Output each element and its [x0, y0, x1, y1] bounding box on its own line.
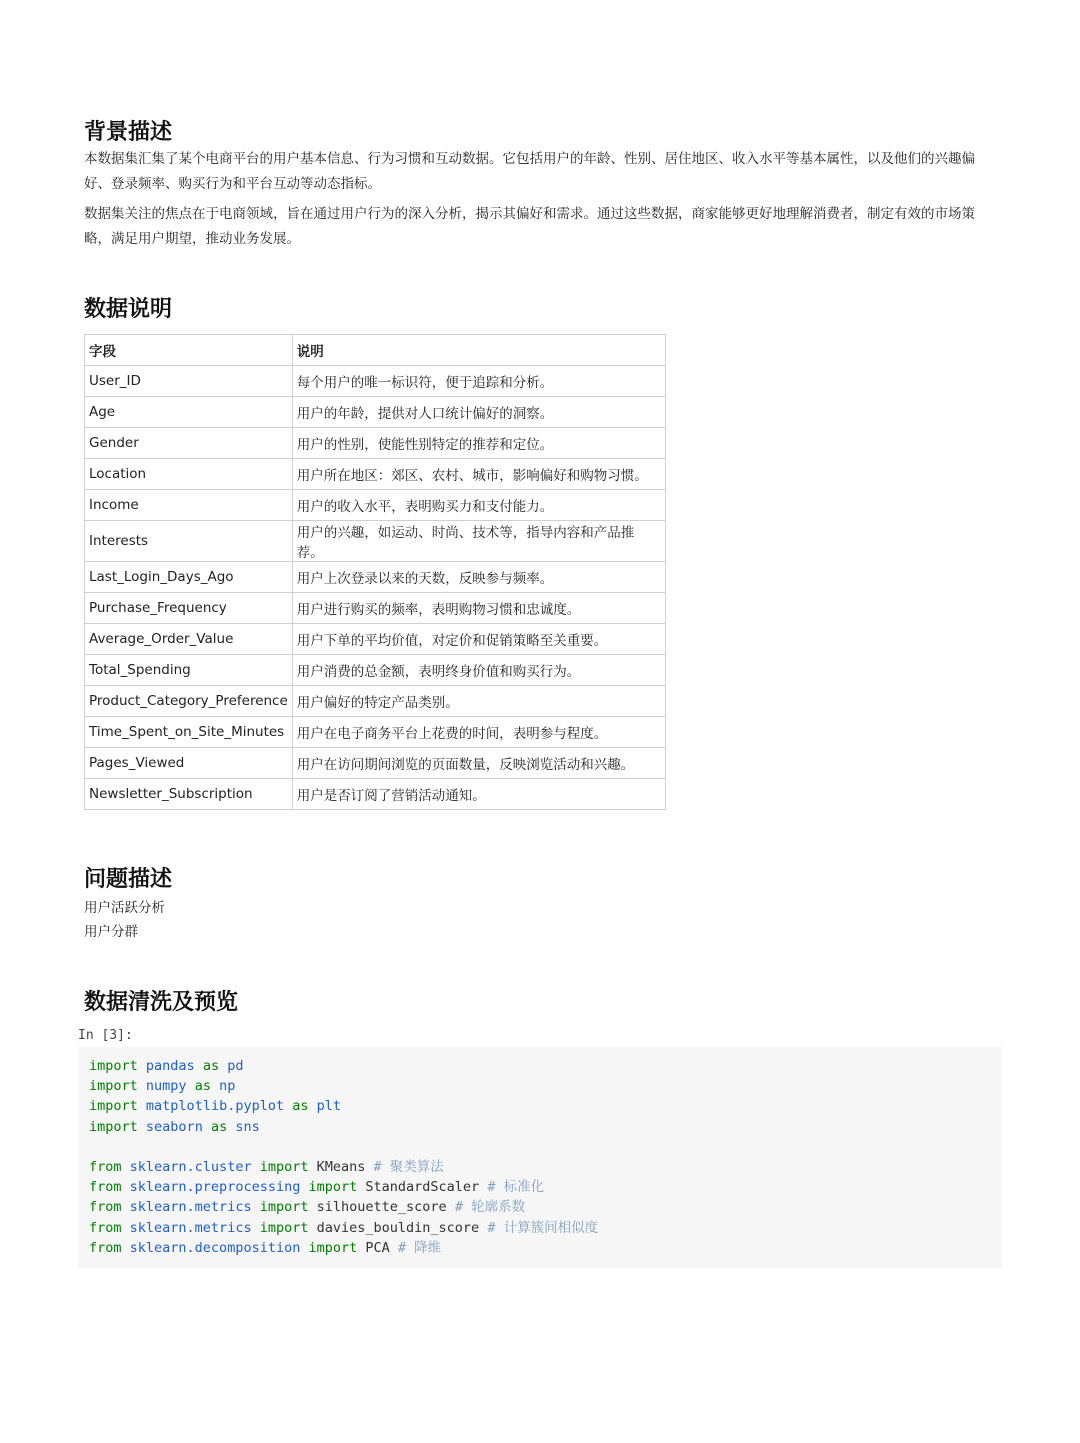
table-row — [85, 366, 666, 397]
code-keyword: import — [89, 1098, 138, 1115]
code-text: silhouette_score — [308, 1199, 455, 1216]
table-row — [85, 428, 666, 459]
field-description-cell: 用户在访问期间浏览的页面数量，反映浏览活动和兴趣。 — [292, 748, 665, 779]
field-description-cell: 用户进行购买的频率，表明购物习惯和忠诚度。 — [292, 593, 665, 624]
code-text — [211, 1078, 219, 1094]
code-text: KMeans — [308, 1158, 374, 1175]
code-line — [89, 1238, 1002, 1258]
field-name-cell: Age — [85, 397, 293, 428]
field-description-cell: 用户是否订阅了营销活动通知。 — [292, 779, 665, 810]
code-text — [252, 1199, 260, 1215]
list-item: 用户活跃分析 — [84, 900, 165, 916]
code-module: matplotlib.pyplot — [145, 1098, 285, 1115]
table-row — [85, 490, 666, 521]
code-text — [138, 1058, 146, 1074]
code-module: seaborn — [145, 1118, 203, 1135]
field-name-cell: Income — [85, 490, 293, 521]
code-text — [284, 1098, 292, 1114]
field-description-cell: 用户在电子商务平台上花费的时间，表明参与程度。 — [292, 717, 665, 748]
code-keyword: import — [89, 1058, 138, 1074]
code-keyword: from — [89, 1179, 122, 1196]
list-item: 用户分群 — [84, 924, 138, 940]
table-row — [85, 779, 666, 810]
table-row — [85, 624, 666, 655]
field-description-cell: 用户消费的总金额，表明终身价值和购买行为。 — [292, 655, 665, 686]
problem-title: 问题描述 — [84, 867, 173, 892]
code-keyword: import — [89, 1118, 138, 1135]
code-text — [122, 1179, 130, 1195]
code-cell[interactable] — [78, 1047, 1002, 1268]
table-row — [85, 397, 666, 428]
code-text — [309, 1098, 317, 1114]
code-keyword: as — [292, 1098, 309, 1115]
table-row — [85, 459, 666, 490]
code-comment: # 降维 — [397, 1239, 442, 1256]
field-description-cell: 用户的兴趣，如运动、时尚、技术等，指导内容和产品推荐。 — [292, 521, 665, 562]
code-text — [138, 1119, 146, 1135]
table-row — [85, 521, 666, 562]
field-name-cell: Purchase_Frequency — [85, 593, 293, 624]
cleaning-title: 数据清洗及预览 — [84, 990, 239, 1015]
code-module: sns — [235, 1118, 260, 1135]
field-name-cell: Total_Spending — [85, 655, 293, 686]
table-row — [85, 655, 666, 686]
field-name-cell: Product_Category_Preference — [85, 686, 293, 717]
code-keyword: import — [259, 1158, 309, 1175]
field-description-cell: 每个用户的唯一标识符，便于追踪和分析。 — [292, 366, 665, 397]
field-description-cell: 用户偏好的特定产品类别。 — [292, 686, 665, 717]
code-comment: # 标准化 — [487, 1179, 545, 1196]
code-module: sklearn.cluster — [129, 1158, 252, 1175]
table-row — [85, 717, 666, 748]
code-module: pandas — [145, 1058, 195, 1074]
field-name-cell: Last_Login_Days_Ago — [85, 562, 293, 593]
background-title: 背景描述 — [84, 120, 173, 145]
code-module: plt — [316, 1098, 342, 1115]
table-header-row — [85, 335, 666, 366]
code-text — [138, 1098, 146, 1114]
code-keyword: from — [89, 1199, 122, 1216]
field-name-cell: Location — [85, 459, 293, 490]
code-module: pd — [227, 1058, 244, 1074]
code-text — [252, 1159, 260, 1175]
code-text — [122, 1159, 130, 1175]
code-line — [89, 1096, 1002, 1116]
field-name-cell: Time_Spent_on_Site_Minutes — [85, 717, 293, 748]
data-desc-title: 数据说明 — [84, 297, 173, 322]
code-line — [89, 1076, 1002, 1096]
code-keyword: as — [194, 1078, 211, 1095]
code-line — [89, 1218, 1002, 1238]
code-line — [89, 1056, 1002, 1076]
problem-list — [84, 896, 165, 944]
table-row — [85, 686, 666, 717]
code-text — [187, 1078, 195, 1094]
field-name-cell: Interests — [85, 521, 293, 562]
header-field: 字段 — [85, 335, 293, 366]
code-text: PCA — [357, 1239, 398, 1256]
code-line — [89, 1137, 1002, 1157]
background-paragraph-2: 数据集关注的焦点在于电商领域，旨在通过用户行为的深入分析，揭示其偏好和需求。通过这些数据，商家能够更好地理解消费者，制定有效的市场策略，满足用户期望，推动业务发展。 — [84, 206, 975, 247]
code-comment: # 轮廓系数 — [454, 1199, 526, 1216]
code-line — [89, 1117, 1002, 1137]
field-name-cell: Pages_Viewed — [85, 748, 293, 779]
code-keyword: from — [89, 1239, 122, 1256]
code-text — [122, 1240, 130, 1256]
field-name-cell: Average_Order_Value — [85, 624, 293, 655]
background-paragraph-1: 本数据集汇集了某个电商平台的用户基本信息、行为习惯和互动数据。它包括用户的年龄、性别、居住地区、收入水平等基本属性，以及他们的兴趣偏好、登录频率、购买行为和平台互动等动态指标。 — [84, 151, 975, 192]
field-name-cell: User_ID — [85, 366, 293, 397]
code-keyword: as — [202, 1058, 220, 1074]
field-description-cell: 用户的年龄，提供对人口统计偏好的洞察。 — [292, 397, 665, 428]
code-module: sklearn.metrics — [129, 1219, 252, 1236]
code-keyword: from — [89, 1219, 122, 1236]
code-keyword: as — [210, 1118, 228, 1135]
cell-prompt: In [3]: — [78, 1028, 133, 1043]
code-module: sklearn.metrics — [129, 1199, 252, 1216]
field-name-cell: Newsletter_Subscription — [85, 779, 293, 810]
field-description-cell: 用户上次登录以来的天数，反映参与频率。 — [292, 562, 665, 593]
code-keyword: import — [259, 1219, 309, 1236]
code-module: numpy — [145, 1078, 187, 1095]
table-row — [85, 562, 666, 593]
code-module: np — [219, 1078, 236, 1095]
code-text: StandardScaler — [357, 1179, 488, 1196]
code-text — [195, 1058, 203, 1074]
field-description-cell: 用户的性别，使能性别特定的推荐和定位。 — [292, 428, 665, 459]
header-description: 说明 — [292, 335, 665, 366]
field-name-cell: Gender — [85, 428, 293, 459]
code-line — [89, 1197, 1002, 1217]
code-text — [252, 1220, 260, 1236]
code-text — [138, 1078, 146, 1094]
code-comment: # 计算簇间相似度 — [487, 1219, 599, 1236]
code-keyword: import — [89, 1078, 138, 1095]
table-row — [85, 748, 666, 779]
code-keyword: from — [89, 1158, 122, 1175]
field-description-cell: 用户所在地区：郊区、农村、城市，影响偏好和购物习惯。 — [292, 459, 665, 490]
field-description-cell: 用户的收入水平，表明购买力和支付能力。 — [292, 490, 665, 521]
code-text: davies_bouldin_score — [308, 1219, 488, 1236]
code-keyword: import — [259, 1199, 309, 1216]
table-row — [85, 593, 666, 624]
code-text — [122, 1199, 130, 1215]
code-module: sklearn.preprocessing — [129, 1179, 301, 1196]
code-line — [89, 1157, 1002, 1177]
field-description-cell: 用户下单的平均价值，对定价和促销策略至关重要。 — [292, 624, 665, 655]
code-text — [122, 1220, 130, 1236]
code-line — [89, 1177, 1002, 1197]
code-text — [203, 1119, 211, 1135]
code-module: sklearn.decomposition — [129, 1239, 301, 1256]
code-keyword: import — [308, 1179, 358, 1196]
code-keyword: import — [308, 1239, 358, 1256]
fields-table — [84, 334, 666, 810]
code-comment: # 聚类算法 — [373, 1158, 444, 1175]
